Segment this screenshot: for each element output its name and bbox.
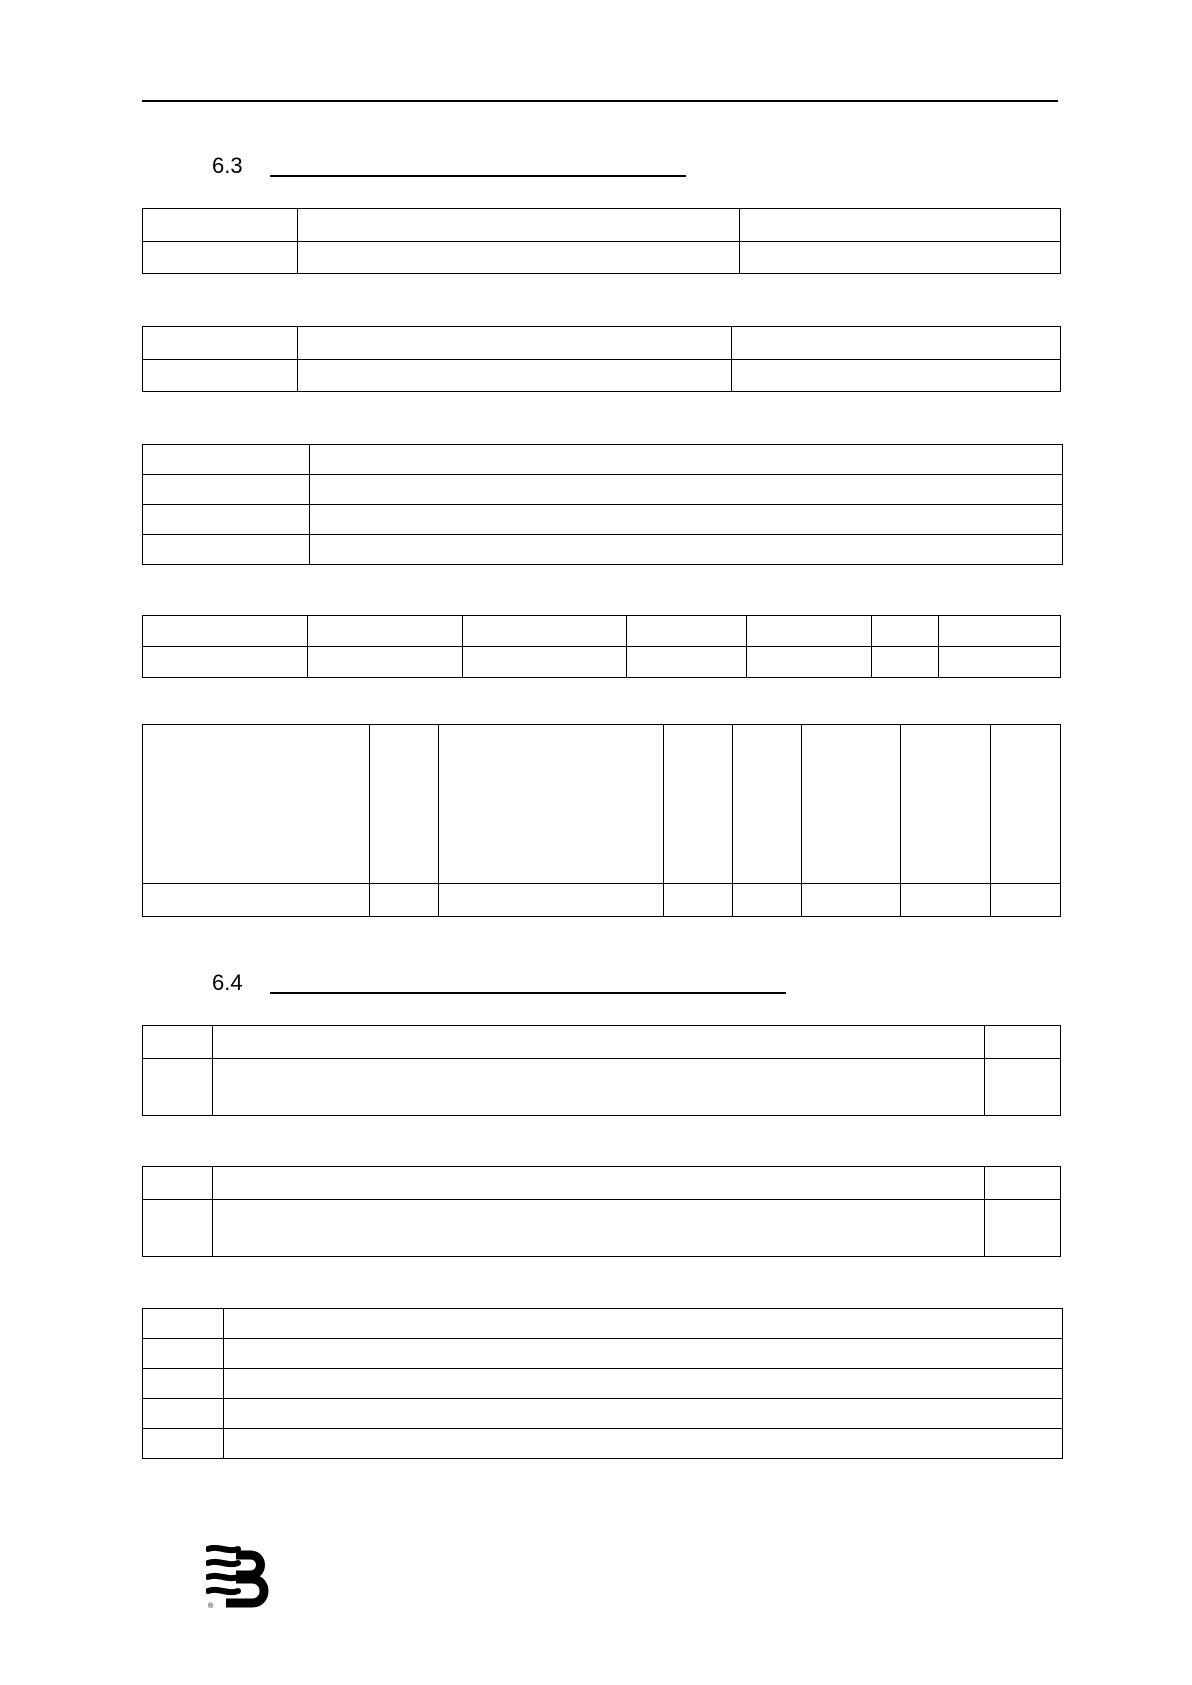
table-cell [872, 647, 939, 678]
table-cell [143, 1399, 224, 1429]
section-6-4-number: 6.4 [212, 970, 243, 995]
table-cell [463, 616, 627, 647]
table-cell [439, 725, 664, 884]
table-row [143, 647, 1061, 678]
table-cell [298, 327, 732, 360]
table-6-3-b [142, 326, 1061, 392]
table-cell [733, 725, 802, 884]
table-cell [939, 616, 1061, 647]
table-cell [901, 884, 991, 917]
table-row [143, 616, 1061, 647]
table-cell [143, 1429, 224, 1459]
table-row [143, 725, 1061, 884]
table-cell [985, 1167, 1061, 1200]
section-6-3-title [270, 155, 686, 177]
table-row [143, 1026, 1061, 1059]
table-cell [985, 1200, 1061, 1257]
table-cell [143, 884, 370, 917]
table-cell [439, 884, 664, 917]
table-cell [143, 445, 310, 475]
table-cell [224, 1339, 1063, 1369]
table-cell [308, 616, 463, 647]
table-cell [901, 725, 991, 884]
table-cell [143, 209, 298, 242]
table-cell [298, 360, 732, 392]
table-row [143, 242, 1061, 274]
table-cell [802, 725, 901, 884]
table-cell [224, 1429, 1063, 1459]
table-row [143, 1167, 1061, 1200]
table-6-4-b [142, 1166, 1061, 1257]
table-row [143, 505, 1063, 535]
table-row [143, 1369, 1063, 1399]
table-cell [740, 209, 1061, 242]
section-6-3-number: 6.3 [212, 153, 243, 178]
table-cell [143, 1167, 213, 1200]
table-row [143, 1309, 1063, 1339]
table-cell [310, 535, 1063, 565]
table-row [143, 327, 1061, 360]
table-row [143, 535, 1063, 565]
table-cell [733, 884, 802, 917]
table-6-3-d [142, 615, 1061, 678]
table-cell [143, 242, 298, 274]
table-cell [143, 475, 310, 505]
table-cell [143, 1369, 224, 1399]
table-cell [802, 884, 901, 917]
table-cell [985, 1026, 1061, 1059]
table-cell [627, 616, 747, 647]
table-row [143, 1399, 1063, 1429]
header-rule [142, 100, 1058, 102]
table-6-4-c [142, 1308, 1063, 1459]
table-6-4-a [142, 1025, 1061, 1116]
table-cell [872, 616, 939, 647]
table-cell [310, 475, 1063, 505]
table-row [143, 360, 1061, 392]
table-cell [991, 725, 1061, 884]
table-row [143, 1429, 1063, 1459]
table-row [143, 1059, 1061, 1116]
table-row [143, 884, 1061, 917]
table-cell [740, 242, 1061, 274]
table-cell [298, 242, 740, 274]
table-row [143, 445, 1063, 475]
table-cell [310, 505, 1063, 535]
table-cell [143, 535, 310, 565]
table-row [143, 1339, 1063, 1369]
table-cell [143, 616, 308, 647]
table-cell [143, 327, 298, 360]
table-row [143, 209, 1061, 242]
table-cell [747, 647, 872, 678]
table-cell [213, 1059, 985, 1116]
section-6-4-title [270, 972, 786, 994]
table-cell [213, 1200, 985, 1257]
table-row [143, 475, 1063, 505]
table-cell [143, 1026, 213, 1059]
table-cell [664, 725, 733, 884]
table-cell [213, 1167, 985, 1200]
table-cell [143, 1309, 224, 1339]
table-cell [310, 445, 1063, 475]
table-cell [747, 616, 872, 647]
table-cell [224, 1309, 1063, 1339]
table-cell [370, 725, 439, 884]
table-6-3-e [142, 724, 1061, 917]
table-cell [939, 647, 1061, 678]
table-cell [143, 1339, 224, 1369]
company-logo-icon [206, 1545, 272, 1613]
table-cell [143, 1200, 213, 1257]
table-cell [732, 327, 1061, 360]
table-cell [732, 360, 1061, 392]
table-cell [991, 884, 1061, 917]
registered-mark: ® [208, 1603, 214, 1610]
table-row [143, 1200, 1061, 1257]
table-cell [224, 1369, 1063, 1399]
table-6-3-a [142, 208, 1061, 274]
table-cell [213, 1026, 985, 1059]
table-cell [143, 1059, 213, 1116]
table-cell [463, 647, 627, 678]
table-cell [298, 209, 740, 242]
table-cell [143, 647, 308, 678]
table-cell [143, 725, 370, 884]
table-cell [143, 505, 310, 535]
table-6-3-c [142, 444, 1063, 565]
table-cell [370, 884, 439, 917]
table-cell [224, 1399, 1063, 1429]
table-cell [664, 884, 733, 917]
table-cell [627, 647, 747, 678]
table-cell [985, 1059, 1061, 1116]
table-cell [143, 360, 298, 392]
table-cell [308, 647, 463, 678]
